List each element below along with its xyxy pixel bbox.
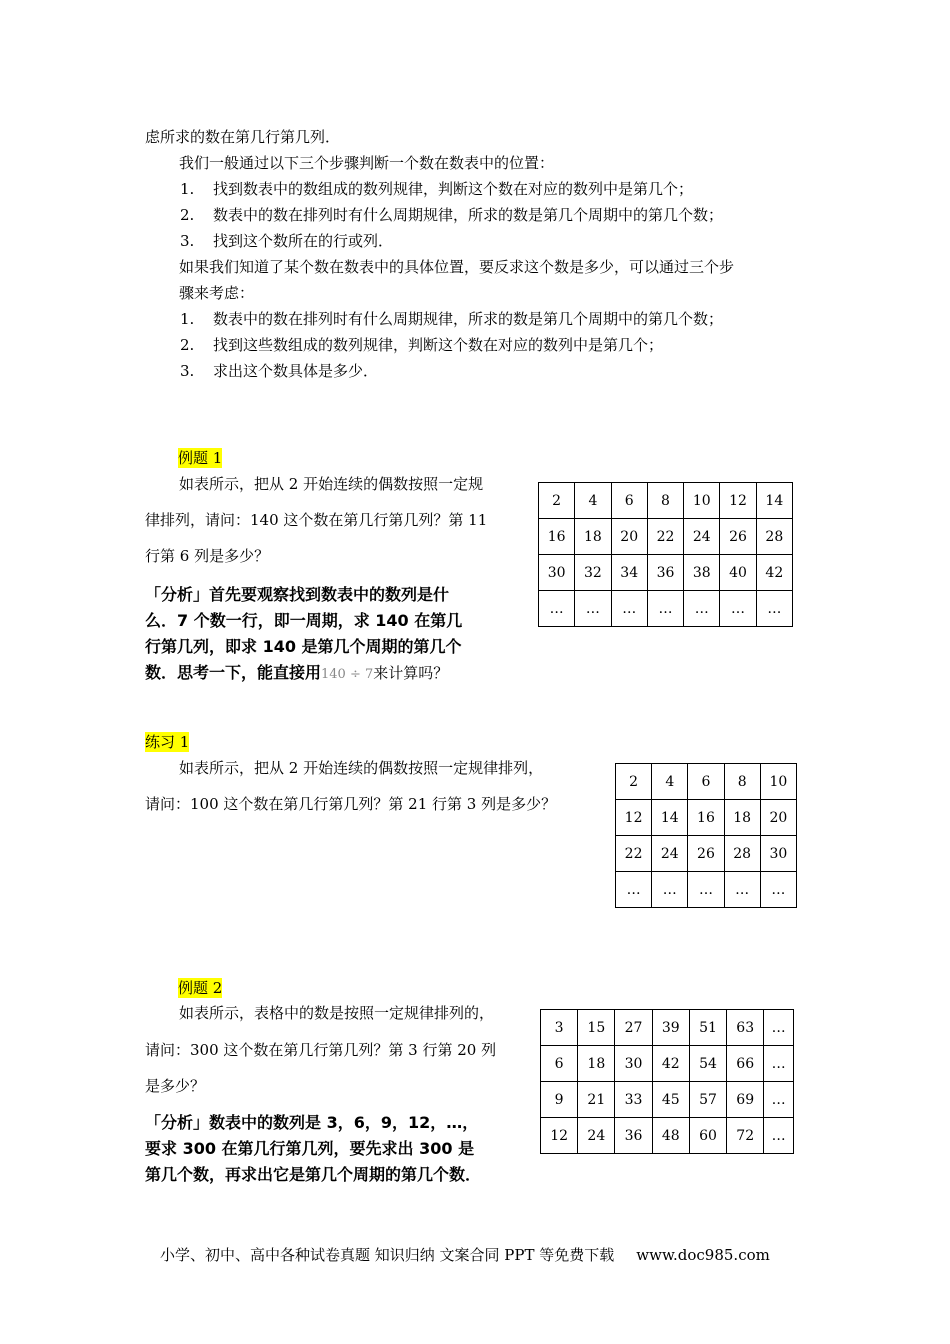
table-cell: 10 [684, 483, 720, 519]
table-cell: 16 [688, 800, 724, 836]
table-cell: 45 [652, 1082, 689, 1118]
table-cell: 24 [578, 1118, 615, 1154]
table-cell: 20 [611, 519, 647, 555]
table-cell: 27 [615, 1010, 652, 1046]
table-cell: 6 [688, 764, 724, 800]
table-row [616, 764, 797, 800]
table-cell: 6 [611, 483, 647, 519]
table-cell: 12 [720, 483, 756, 519]
example-1-analysis-line-3: 行第几列，即求 140 是第几个周期的第几个 [145, 637, 462, 656]
step-number: 2. [180, 206, 195, 224]
table-row [539, 519, 793, 555]
table-cell: 36 [647, 555, 683, 591]
footer-text: 小学、初中、高中各种试卷真题 知识归纳 文案合同 PPT 等免费下载 [160, 1246, 615, 1264]
table-cell: … [764, 1082, 794, 1118]
table-cell: 60 [689, 1118, 726, 1154]
table-cell: 36 [615, 1118, 652, 1154]
step-number: 1. [180, 310, 195, 328]
example-1-question-line-2: 律排列，请问：140 这个数在第几行第几列？第 11 [145, 511, 488, 529]
table-cell: 66 [727, 1046, 764, 1082]
step-a-1 [180, 179, 693, 199]
page-footer [160, 1244, 770, 1265]
table-cell: 8 [724, 764, 760, 800]
table-row [539, 591, 793, 627]
step-b-2 [180, 335, 663, 355]
table-cell: 28 [756, 519, 792, 555]
step-b-1 [180, 309, 723, 329]
table-cell: 33 [615, 1082, 652, 1118]
table-cell: 16 [539, 519, 575, 555]
table-cell: 18 [724, 800, 760, 836]
intro-line-2a: 如果我们知道了某个数在数表中的具体位置，要反求这个数是多少，可以通过三个步 [179, 258, 735, 276]
table-cell: 39 [652, 1010, 689, 1046]
step-text: 数表中的数在排列时有什么周期规律，所求的数是第几个周期中的第几个数； [213, 206, 724, 224]
table-cell: 14 [652, 800, 688, 836]
practice-1-question-line-2: 请问：100 这个数在第几行第几列？第 21 行第 3 列是多少？ [145, 795, 557, 813]
table-cell: 30 [615, 1046, 652, 1082]
table-cell: 30 [539, 555, 575, 591]
analysis-text: 数．思考一下，能直接用 [145, 663, 322, 682]
table-row [539, 555, 793, 591]
table-row [539, 483, 793, 519]
intro-line-1: 我们一般通过以下三个步骤判断一个数在数表中的位置： [179, 154, 555, 172]
table-cell: 10 [760, 764, 796, 800]
example-2-question-line-2: 请问：300 这个数在第几行第几列？第 3 行第 20 列 [145, 1041, 497, 1059]
practice-1-table [615, 763, 797, 908]
table-cell: … [764, 1010, 794, 1046]
table-row [541, 1046, 794, 1082]
table-cell: 2 [539, 483, 575, 519]
table-cell: 9 [541, 1082, 578, 1118]
example-1-analysis-line-4 [145, 660, 448, 688]
table-cell: 72 [727, 1118, 764, 1154]
table-cell: 26 [688, 836, 724, 872]
division-expression: 140 ÷ 7 [321, 667, 374, 682]
table-row [541, 1010, 794, 1046]
table-cell: 22 [647, 519, 683, 555]
table-cell: 34 [611, 555, 647, 591]
table-cell: 20 [760, 800, 796, 836]
table-cell: 14 [756, 483, 792, 519]
example-2-question-line-1: 如表所示，表格中的数是按照一定规律排列的， [179, 1004, 495, 1022]
step-a-3 [180, 231, 393, 251]
table-cell: 38 [684, 555, 720, 591]
table-cell: … [688, 872, 724, 908]
table-row [541, 1118, 794, 1154]
table-cell: … [756, 591, 792, 627]
table-cell: 2 [616, 764, 652, 800]
table-cell: … [611, 591, 647, 627]
step-text: 求出这个数具体是多少． [213, 362, 379, 380]
table-row [616, 800, 797, 836]
table-cell: 42 [652, 1046, 689, 1082]
step-number: 3. [180, 232, 195, 250]
table-cell: … [647, 591, 683, 627]
intro-line-2b: 骤来考虑： [179, 284, 255, 302]
example-1-analysis-line-1: 「分析」首先要观察找到数表中的数列是什 [145, 585, 450, 604]
table-cell: 51 [689, 1010, 726, 1046]
example-1-analysis-line-2: 么．7 个数一行，即一周期，求 140 在第几 [145, 611, 463, 630]
step-number: 3. [180, 362, 195, 380]
step-text: 找到数表中的数组成的数列规律，判断这个数在对应的数列中是第几个； [213, 180, 694, 198]
table-cell: 4 [575, 483, 611, 519]
table-cell: 63 [727, 1010, 764, 1046]
table-cell: … [616, 872, 652, 908]
example-2-analysis-line-3: 第几个数，再求出它是第几个周期的第几个数． [145, 1165, 482, 1184]
example-1-tag: 例题 1 [178, 449, 223, 467]
table-cell: 22 [616, 836, 652, 872]
example-2-table [540, 1009, 794, 1154]
table-cell: … [760, 872, 796, 908]
table-cell: … [575, 591, 611, 627]
example-1-question-line-3: 行第 6 列是多少？ [145, 547, 270, 565]
step-a-2 [180, 205, 723, 225]
step-number: 2. [180, 336, 195, 354]
step-number: 1. [180, 180, 195, 198]
table-row [616, 836, 797, 872]
example-2-question-line-3: 是多少？ [145, 1077, 206, 1095]
table-cell: … [539, 591, 575, 627]
table-cell: 30 [760, 836, 796, 872]
example-1-table [538, 482, 793, 627]
analysis-tail: 来计算吗？ [373, 664, 449, 682]
step-text: 找到这些数组成的数列规律，判断这个数在对应的数列中是第几个； [213, 336, 664, 354]
table-cell: 42 [756, 555, 792, 591]
table-cell: … [724, 872, 760, 908]
table-cell: 15 [578, 1010, 615, 1046]
step-b-3 [180, 361, 378, 381]
table-cell: … [764, 1046, 794, 1082]
table-cell: … [652, 872, 688, 908]
table-cell: … [720, 591, 756, 627]
table-cell: 28 [724, 836, 760, 872]
table-cell: 48 [652, 1118, 689, 1154]
example-2-analysis-line-2: 要求 300 在第几行第几列，要先求出 300 是 [145, 1139, 475, 1158]
table-cell: 40 [720, 555, 756, 591]
table-cell: 8 [647, 483, 683, 519]
table-cell: 12 [616, 800, 652, 836]
practice-1-tag: 练习 1 [145, 733, 190, 751]
table-cell: 26 [720, 519, 756, 555]
example-2-analysis-line-1: 「分析」数表中的数列是 3，6，9，12，…， [145, 1113, 479, 1132]
table-cell: 32 [575, 555, 611, 591]
table-cell: 24 [684, 519, 720, 555]
table-cell: 3 [541, 1010, 578, 1046]
table-row [541, 1082, 794, 1118]
table-cell: … [684, 591, 720, 627]
table-cell: 24 [652, 836, 688, 872]
example-2-tag: 例题 2 [178, 979, 223, 997]
table-cell: 57 [689, 1082, 726, 1118]
table-cell: 21 [578, 1082, 615, 1118]
table-cell: 4 [652, 764, 688, 800]
table-row [616, 872, 797, 908]
practice-1-question-line-1: 如表所示，把从 2 开始连续的偶数按照一定规律排列， [179, 759, 544, 777]
table-cell: 18 [575, 519, 611, 555]
table-cell: 69 [727, 1082, 764, 1118]
table-cell: … [764, 1118, 794, 1154]
table-cell: 18 [578, 1046, 615, 1082]
footer-url[interactable]: www.doc985.com [636, 1246, 770, 1264]
step-text: 数表中的数在排列时有什么周期规律，所求的数是第几个周期中的第几个数； [213, 310, 724, 328]
intro-line-0: 虑所求的数在第几行第几列． [145, 128, 341, 146]
table-cell: 6 [541, 1046, 578, 1082]
example-1-question-line-1: 如表所示，把从 2 开始连续的偶数按照一定规 [179, 475, 484, 493]
step-text: 找到这个数所在的行或列． [213, 232, 394, 250]
table-cell: 12 [541, 1118, 578, 1154]
table-cell: 54 [689, 1046, 726, 1082]
